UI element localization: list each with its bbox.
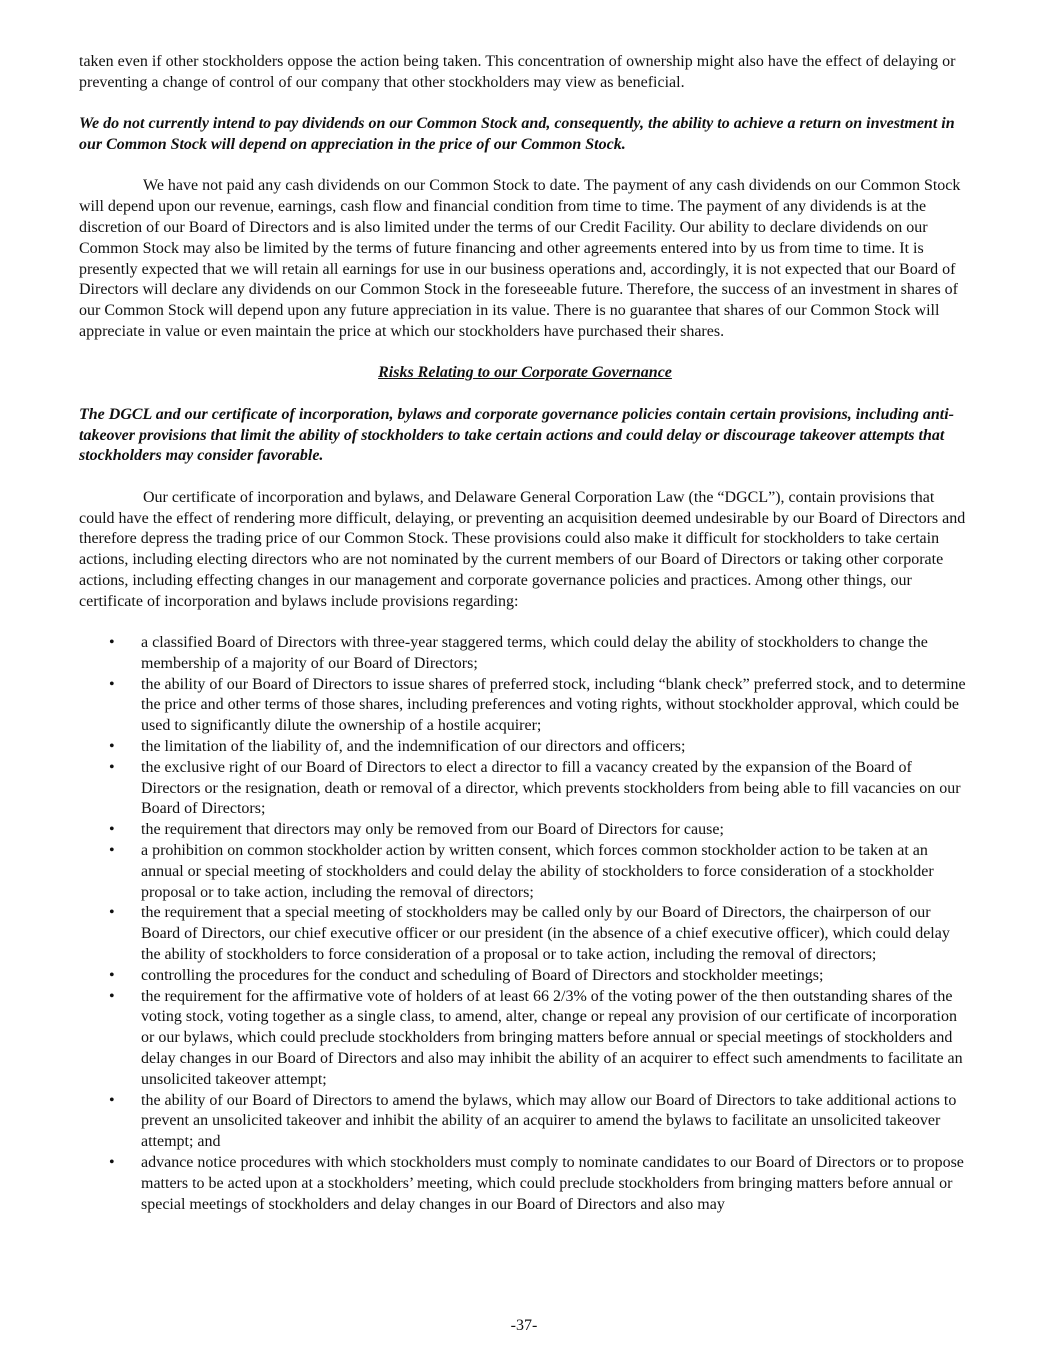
list-item bbox=[79, 987, 971, 1091]
risk-heading-dgcl: The DGCL and our certificate of incorporation, bylaws and corporate governance policies contain certain provisions, including anti-takeover provisions that limit the ability of stockholders to take certain actions and could delay or discourage takeover attempts that stockholders may consider favorable. bbox=[79, 405, 954, 465]
list-item-text: the limitation of the liability of, and the indemnification of our directors and officers; bbox=[141, 738, 686, 756]
list-item bbox=[79, 737, 971, 758]
risk-heading-dividends: We do not currently intend to pay dividends on our Common Stock and, consequently, the ability to achieve a return on investment in our Common Stock will depend on appreciation in the price of our Common Stock. bbox=[79, 115, 955, 153]
list-item bbox=[79, 903, 971, 965]
list-item-text: advance notice procedures with which stockholders must comply to nominate candidates to our Board of Directors or to propose matters to be acted upon at a stockholders’ meeting, which could preclude stockholders from bringing matters before annual or special meetings of stockholders and delay changes in our Board of Directors and also may bbox=[141, 1154, 964, 1213]
list-item bbox=[79, 841, 971, 903]
bullet-icon: • bbox=[109, 821, 115, 839]
list-item-text: the ability of our Board of Directors to issue shares of preferred stock, including “blank check” preferred stock, and to determine the price and other terms of those shares, including preferences and voting rights, without stockholder approval, which could be used to significantly dilute the ownership of a hostile acquirer; bbox=[141, 675, 966, 735]
provisions-list bbox=[79, 633, 971, 1215]
bullet-icon: • bbox=[109, 842, 115, 860]
paragraph-dividends: We have not paid any cash dividends on our Common Stock to date. The payment of any cash dividends on our Common Stock will depend upon our revenue, earnings, cash flow and financial condition from time to time. The payment of any dividends is at the discretion of our Board of Directors and is also limited under the terms of our Credit Facility. Our ability to declare dividends on our Common Stock may also be limited by the terms of future financing and other agreements entered into by us from time to time. It is presently expected that we will retain all earnings for use in our business operations and, accordingly, it is not expected that our Board of Directors will declare any dividends on our Common Stock in the foreseeable future. Therefore, the success of an investment in shares of our Common Stock will depend upon any future appreciation in its value. There is no guarantee that shares of our Common Stock will appreciate in value or even maintain the price at which our stockholders have purchased their shares. bbox=[79, 177, 961, 340]
paragraph-dgcl: Our certificate of incorporation and bylaws, and Delaware General Corporation Law (the “DGCL”), contain provisions that could have the effect of rendering more difficult, delaying, or preventing an acquisition deemed undesirable by our Board of Directors and therefore depress the trading price of our Common Stock. These provisions could also make it difficult for stockholders to take certain actions, including electing directors who are not nominated by the current members of our Board of Directors or taking other corporate actions, including effecting changes in our management and corporate governance policies and practices. Among other things, our certificate of incorporation and bylaws include provisions regarding: bbox=[79, 488, 966, 610]
list-item-text: the exclusive right of our Board of Directors to elect a director to fill a vacancy created by the expansion of the Board of Directors or the resignation, death or removal of a director, which prevents stockholders from being able to fill vacancies on our Board of Directors; bbox=[141, 758, 961, 818]
bullet-icon: • bbox=[109, 1091, 115, 1109]
bullet-icon: • bbox=[109, 758, 115, 776]
list-item bbox=[79, 758, 971, 820]
bullet-icon: • bbox=[109, 966, 115, 984]
list-item bbox=[79, 633, 971, 675]
page-number: -37- bbox=[510, 1317, 538, 1334]
list-item-text: the requirement that a special meeting of stockholders may be called only by our Board of Directors, the chairperson of our Board of Directors, our chief executive officer or our president (in the absence of a chief executive officer), which could delay the ability of stockholders to force consideration of a proposal or to take action, including the removal of directors; bbox=[141, 904, 950, 964]
bullet-icon: • bbox=[109, 634, 115, 652]
list-item bbox=[79, 1091, 971, 1153]
list-item-text: the requirement that directors may only be removed from our Board of Directors for cause; bbox=[141, 821, 724, 839]
bullet-icon: • bbox=[109, 738, 115, 756]
list-item-text: the requirement for the affirmative vote of holders of at least 66 2/3% of the voting power of the then outstanding shares of the voting stock, voting together as a single class, to amend, alter, change or repeal any provision of our certificate of incorporation or our bylaws, which could preclude stockholders from bringing matters before annual or special meetings of stockholders and delay changes in our Board of Directors and also may inhibit the ability of an acquirer to effect such amendments to facilitate an unsolicited takeover attempt; bbox=[141, 987, 963, 1088]
list-item-text: a classified Board of Directors with three-year staggered terms, which could delay the ability of stockholders to change the membership of a majority of our Board of Directors; bbox=[141, 634, 928, 672]
list-item-text: a prohibition on common stockholder action by written consent, which forces common stockholder action to be taken at an annual or special meeting of stockholders and could delay the ability of stockholders to force consideration of a stockholder proposal or to take action, including the removal of directors; bbox=[141, 842, 934, 901]
list-item-text: the ability of our Board of Directors to amend the bylaws, which may allow our Board of Directors to take additional actions to prevent an unsolicited takeover and inhibit the ability of an acquirer to amend the bylaws to facilitate an unsolicited takeover attempt; and bbox=[141, 1091, 957, 1151]
bullet-icon: • bbox=[109, 987, 115, 1005]
list-item bbox=[79, 966, 971, 987]
list-item bbox=[79, 1153, 971, 1215]
list-item bbox=[79, 675, 971, 737]
bullet-icon: • bbox=[109, 904, 115, 922]
bullet-icon: • bbox=[109, 1154, 115, 1172]
list-item-text: controlling the procedures for the conduct and scheduling of Board of Directors and stockholder meetings; bbox=[141, 966, 824, 984]
paragraph-continued: taken even if other stockholders oppose the action being taken. This concentration of ownership might also have the effect of delaying or preventing a change of control of our company that other stockholders may view as beneficial. bbox=[79, 53, 956, 91]
section-heading: Risks Relating to our Corporate Governance bbox=[378, 364, 672, 382]
bullet-icon: • bbox=[109, 675, 115, 693]
document-page bbox=[79, 52, 971, 1215]
list-item bbox=[79, 820, 971, 841]
